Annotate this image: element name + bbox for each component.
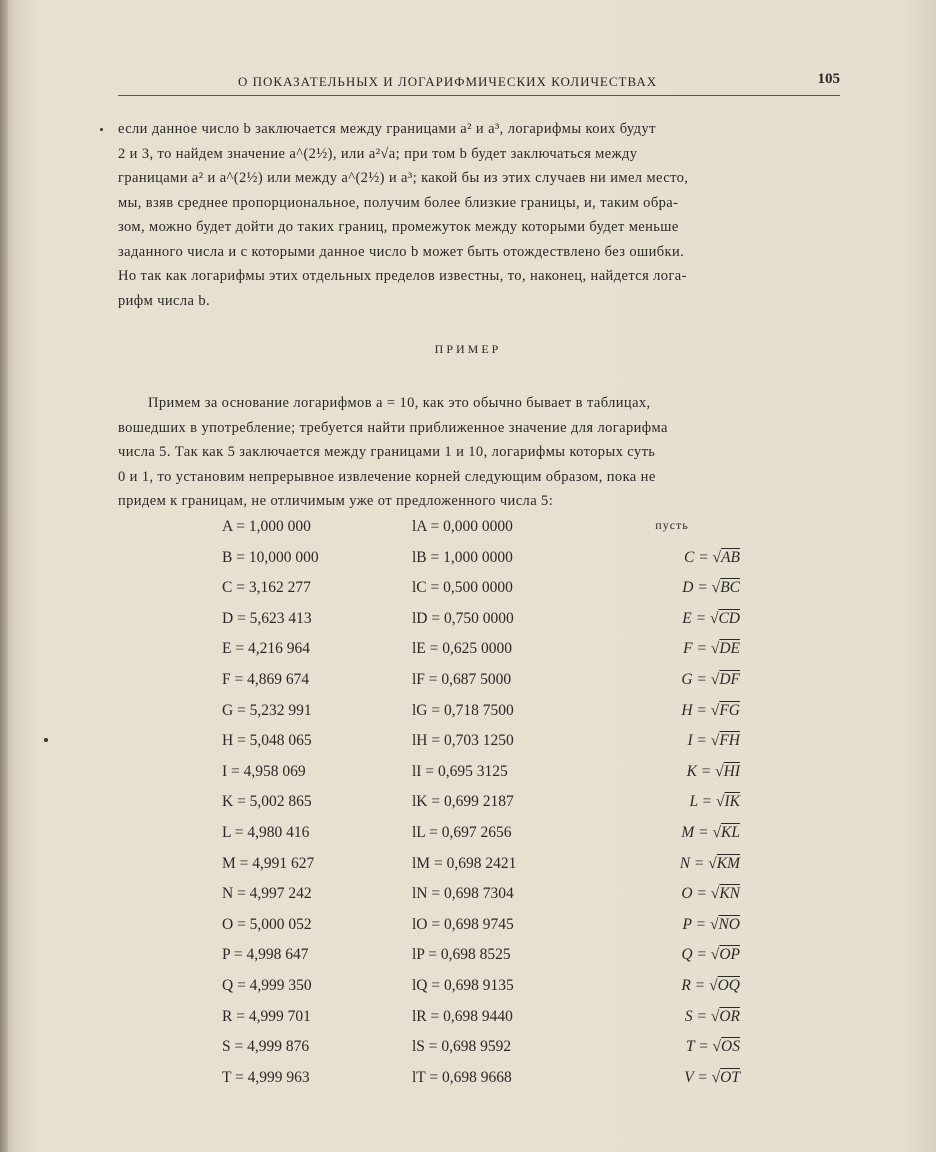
text-line: Примем за основание логарифмов a = 10, как это обычно бывает в таблицах,	[148, 395, 651, 411]
text-line: Но так как логарифмы этих отдельных пределов известны, то, наконец, найдется лога-	[118, 268, 687, 284]
radicand: FG	[719, 701, 740, 719]
root-formula-prefix: S = √	[684, 1007, 720, 1025]
root-formula	[612, 1008, 740, 1026]
root-formula-prefix: R = √	[681, 976, 718, 994]
root-formula-prefix: K = √	[686, 762, 724, 780]
radicand: DF	[719, 670, 740, 688]
root-formula	[612, 549, 740, 567]
root-formula-prefix: Q = √	[681, 946, 720, 964]
root-formula-prefix: D = √	[682, 579, 721, 597]
value-cell: K = 5,002 865	[222, 793, 312, 811]
logarithm-table	[222, 518, 742, 1099]
root-formula	[612, 885, 740, 903]
log-cell: lG = 0,718 7500	[412, 701, 514, 719]
root-formula	[612, 610, 740, 628]
text-line: границами a² и a^(2½) или между a^(2½) и a³; какой бы из этих случаев ни имел место,	[118, 170, 689, 186]
root-formula	[612, 702, 740, 720]
root-formula	[612, 640, 740, 658]
table-row	[222, 640, 742, 671]
value-cell: G = 5,232 991	[222, 701, 312, 719]
root-formula-prefix: C = √	[684, 548, 722, 566]
root-formula-prefix: E = √	[682, 609, 719, 627]
radicand: OP	[719, 946, 740, 964]
root-formula	[612, 916, 740, 934]
table-row	[222, 946, 742, 977]
radicand: HI	[723, 762, 740, 780]
table-row	[222, 1069, 742, 1100]
running-title: О ПОКАЗАТЕЛЬНЫХ И ЛОГАРИФМИЧЕСКИХ КОЛИЧЕСТВАХ	[238, 74, 658, 89]
table-row	[222, 610, 742, 641]
radicand: CD	[718, 609, 740, 627]
table-row	[222, 763, 742, 794]
section-heading: ПРИМЕР	[434, 342, 502, 356]
table-row	[222, 855, 742, 886]
radicand: KN	[719, 885, 740, 903]
table-row	[222, 824, 742, 855]
text-line: числа 5. Так как 5 заключается между границами 1 и 10, логарифмы которых суть	[118, 444, 656, 460]
radicand: OR	[719, 1007, 740, 1025]
root-formula	[612, 671, 740, 689]
value-cell: S = 4,999 876	[222, 1038, 310, 1056]
root-formula-prefix: V = √	[684, 1068, 721, 1086]
header-rule	[118, 95, 840, 96]
root-formula-prefix: N = √	[679, 854, 717, 872]
value-cell: D = 5,623 413	[222, 609, 312, 627]
radicand: AB	[721, 548, 740, 566]
table-row	[222, 885, 742, 916]
table-row	[222, 702, 742, 733]
value-cell: M = 4,991 627	[222, 854, 315, 872]
root-formula-prefix: I = √	[687, 732, 720, 750]
root-formula	[612, 732, 740, 750]
root-formula-prefix: L = √	[689, 793, 725, 811]
value-cell: E = 4,216 964	[222, 640, 310, 658]
log-cell: lI = 0,695 3125	[412, 762, 508, 780]
log-cell: lH = 0,703 1250	[412, 732, 514, 750]
value-cell: N = 4,997 242	[222, 885, 312, 903]
table-row	[222, 671, 742, 702]
text-line: заданного числа и с которыми данное число b может быть отождествлено без ошибки.	[118, 243, 685, 260]
table-row	[222, 1038, 742, 1069]
radicand: NO	[718, 915, 740, 933]
log-cell: lD = 0,750 0000	[412, 609, 514, 627]
table-row	[222, 793, 742, 824]
log-cell: lQ = 0,698 9135	[412, 976, 514, 994]
radicand: FH	[719, 732, 740, 750]
log-cell: lF = 0,687 5000	[412, 670, 512, 688]
text-line: вошедших в употребление; требуется найти приближенное значение для логарифма	[118, 419, 668, 436]
value-cell: F = 4,869 674	[222, 670, 310, 688]
ink-speck	[100, 128, 103, 131]
log-cell: lT = 0,698 9668	[412, 1068, 512, 1086]
value-cell: O = 5,000 052	[222, 915, 312, 933]
value-cell: Q = 4,999 350	[222, 976, 312, 994]
ink-speck	[44, 738, 48, 742]
root-formula-prefix: G = √	[681, 670, 720, 688]
log-cell: lC = 0,500 0000	[412, 579, 513, 597]
running-header	[120, 71, 840, 96]
radicand: OT	[720, 1068, 740, 1086]
table-row	[222, 1008, 742, 1039]
paragraph-intro	[118, 117, 840, 313]
radicand: BC	[720, 579, 740, 597]
table-row	[222, 518, 742, 549]
root-formula	[612, 977, 740, 995]
value-cell: L = 4,980 416	[222, 823, 310, 841]
root-formula	[612, 946, 740, 964]
radicand: OQ	[717, 976, 740, 994]
log-cell: lA = 0,000 0000	[412, 518, 513, 535]
radicand: OS	[721, 1038, 740, 1056]
root-formula	[612, 855, 740, 873]
root-formula	[612, 1069, 740, 1087]
root-formula-prefix: T = √	[685, 1038, 722, 1056]
rule-label: пусть	[655, 518, 689, 532]
root-formula-prefix: F = √	[683, 640, 720, 658]
radicand: KM	[716, 854, 740, 872]
root-formula	[612, 1038, 740, 1056]
log-cell: lE = 0,625 0000	[412, 640, 513, 658]
text-line: рифм числа b.	[118, 292, 211, 309]
text-line: 0 и 1, то установим непрерывное извлечение корней следующим образом, пока не	[118, 468, 656, 485]
root-formula	[612, 824, 740, 842]
radicand: IK	[724, 793, 740, 811]
value-cell: I = 4,958 069	[222, 762, 306, 780]
log-cell: lL = 0,697 2656	[412, 823, 512, 841]
table-row	[222, 977, 742, 1008]
root-formula	[612, 579, 740, 597]
table-row	[222, 732, 742, 763]
text-line: придем к границам, не отличимым уже от предложенного числа 5:	[118, 493, 554, 509]
root-formula	[612, 763, 740, 781]
radicand: DE	[719, 640, 740, 658]
page-number: 105	[817, 71, 840, 87]
log-cell: lN = 0,698 7304	[412, 885, 514, 903]
log-cell: lP = 0,698 8525	[412, 946, 511, 964]
log-cell: lM = 0,698 2421	[412, 854, 517, 872]
table-row	[222, 579, 742, 610]
log-cell: lB = 1,000 0000	[412, 548, 513, 566]
table-row	[222, 549, 742, 580]
root-formula-prefix: M = √	[681, 823, 722, 841]
value-cell: P = 4,998 647	[222, 946, 309, 964]
log-cell: lO = 0,698 9745	[412, 915, 514, 933]
text-line: если данное число b заключается между границами a² и a³, логарифмы коих будут	[118, 121, 656, 137]
radicand: KL	[721, 823, 740, 841]
root-formula-prefix: H = √	[681, 701, 720, 719]
value-cell: A = 1,000 000	[222, 518, 311, 535]
value-cell: R = 4,999 701	[222, 1007, 311, 1025]
value-cell: B = 10,000 000	[222, 548, 319, 566]
page-edge-shadow	[0, 0, 8, 1152]
value-cell: T = 4,999 963	[222, 1068, 310, 1086]
value-cell: C = 3,162 277	[222, 579, 311, 597]
log-cell: lS = 0,698 9592	[412, 1038, 512, 1056]
text-line: 2 и 3, то найдем значение a^(2½), или a²√a; при том b будет заключаться между	[118, 145, 638, 162]
value-cell: H = 5,048 065	[222, 732, 312, 750]
paragraph-example	[118, 391, 840, 514]
root-formula	[612, 793, 740, 811]
text-line: мы, взяв среднее пропорциональное, получим более близкие границы, и, таким обра-	[118, 194, 679, 211]
root-formula-prefix: P = √	[682, 915, 719, 933]
root-formula-prefix: O = √	[681, 885, 720, 903]
log-cell: lK = 0,699 2187	[412, 793, 514, 811]
table-row	[222, 916, 742, 947]
text-line: зом, можно будет дойти до таких границ, промежуток между которыми будет меньше	[118, 219, 679, 235]
log-cell: lR = 0,698 9440	[412, 1007, 513, 1025]
